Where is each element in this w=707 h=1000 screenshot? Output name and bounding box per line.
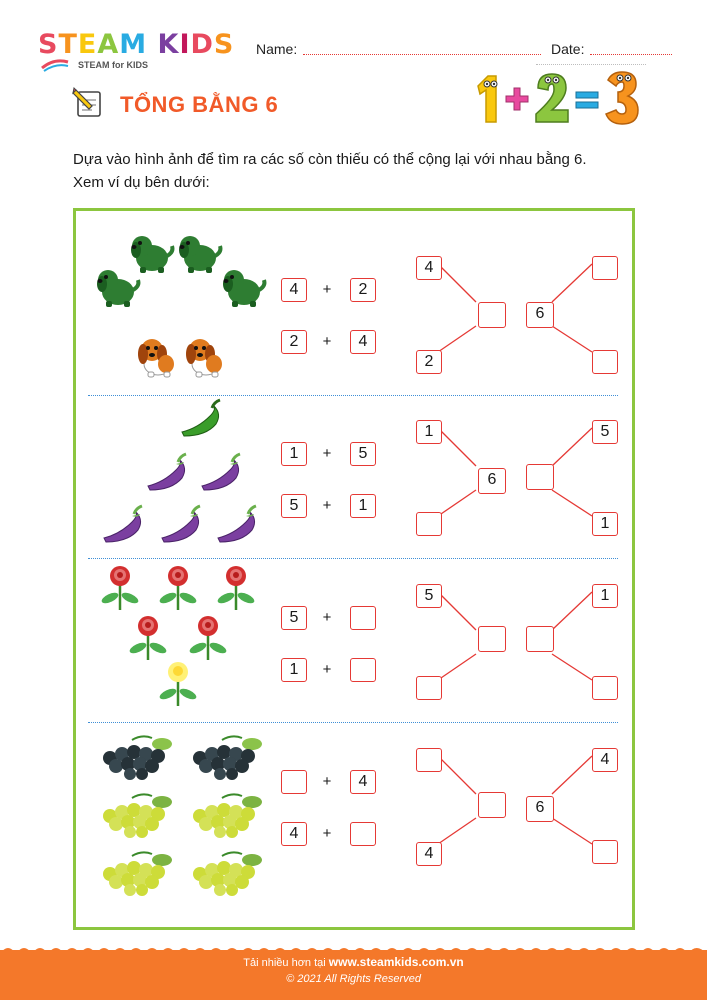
logo-subtitle: STEAM for KIDS <box>78 60 149 70</box>
steam-kids-logo <box>38 28 238 74</box>
right-bond-top[interactable]: 1 <box>592 584 618 608</box>
equation-2-addend-b[interactable]: 4 <box>350 330 376 354</box>
dogs-picture-icon <box>76 228 276 388</box>
right-bond-bottom[interactable]: 1 <box>592 512 618 536</box>
left-bond-bottom[interactable] <box>416 512 442 536</box>
right-bond-top[interactable]: 5 <box>592 420 618 444</box>
green-pepper <box>182 400 220 436</box>
left-bond-center[interactable]: 6 <box>478 468 506 494</box>
equation-1-addend-a[interactable] <box>281 770 307 794</box>
name-label: Name: <box>256 41 298 57</box>
right-bond-bottom[interactable] <box>592 350 618 374</box>
right-bond-center[interactable] <box>526 626 554 652</box>
equation-1-addend-a[interactable]: 4 <box>281 278 307 302</box>
logo-letter: M <box>119 29 148 60</box>
date-label: Date: <box>551 41 585 57</box>
grapes-picture-icon <box>76 720 276 900</box>
pencil-paper-icon <box>72 86 106 120</box>
equation-1-addend-b[interactable]: 2 <box>350 278 376 302</box>
right-bond-center[interactable]: 6 <box>526 796 554 822</box>
number-bond-lines <box>410 392 630 532</box>
left-bond-center[interactable] <box>478 792 506 818</box>
left-bond-top[interactable]: 1 <box>416 420 442 444</box>
flowers-picture-icon <box>76 556 276 716</box>
footer-prefix: Tải nhiều hơn tại <box>243 957 326 969</box>
equation-1-addend-a[interactable]: 5 <box>281 606 307 630</box>
logo-letter: T <box>58 29 78 60</box>
equation-2-addend-b[interactable]: 1 <box>350 494 376 518</box>
equation-1-addend-b[interactable]: 5 <box>350 442 376 466</box>
left-bond-bottom[interactable]: 2 <box>416 350 442 374</box>
right-bond-top[interactable] <box>592 256 618 280</box>
logo-letter: A <box>97 29 120 60</box>
logo-letter: S <box>38 29 59 60</box>
left-bond-top[interactable]: 4 <box>416 256 442 280</box>
right-bond-center[interactable]: 6 <box>526 302 554 328</box>
instruction-line-1: Dựa vào hình ảnh để tìm ra các số còn thiếu có thể cộng lại với nhau bằng 6. <box>73 151 587 168</box>
exercise-row-3 <box>76 556 632 721</box>
logo-swoosh-icon <box>40 58 70 72</box>
plus-sign: + <box>322 825 332 842</box>
logo-letter: I <box>179 29 191 60</box>
footer-copyright: © 2021 All Rights Reserved <box>286 973 421 985</box>
plus-sign: + <box>322 773 332 790</box>
number-bond-lines <box>410 228 630 368</box>
logo-letter <box>147 29 157 60</box>
plus-sign: + <box>322 281 332 298</box>
equation-1-addend-b[interactable] <box>350 606 376 630</box>
footer-download-text <box>0 955 707 969</box>
left-bond-center[interactable] <box>478 302 506 328</box>
equation-2-addend-a[interactable]: 5 <box>281 494 307 518</box>
plus-sign: + <box>322 661 332 678</box>
date-field-line[interactable] <box>590 54 672 55</box>
instruction-line-2: Xem ví dụ bên dưới: <box>73 174 210 191</box>
right-bond-bottom[interactable] <box>592 840 618 864</box>
footer-website-link[interactable]: www.steamkids.com.vn <box>328 955 464 969</box>
equation-2-addend-a[interactable]: 4 <box>281 822 307 846</box>
left-bond-top[interactable] <box>416 748 442 772</box>
logo-letter: E <box>77 29 98 60</box>
logo-letter: D <box>190 29 214 60</box>
left-bond-bottom[interactable]: 4 <box>416 842 442 866</box>
left-bond-bottom[interactable] <box>416 676 442 700</box>
right-bond-bottom[interactable] <box>592 676 618 700</box>
numbers-characters-icon <box>466 66 646 130</box>
number-bond-lines <box>410 556 630 696</box>
plus-sign: + <box>322 333 332 350</box>
equation-2-addend-a[interactable]: 2 <box>281 330 307 354</box>
logo-letter: S <box>213 29 235 60</box>
exercise-row-4 <box>76 720 632 920</box>
page-title: TỔNG BẰNG 6 <box>120 92 279 117</box>
equation-1-addend-a[interactable]: 1 <box>281 442 307 466</box>
right-bond-top[interactable]: 4 <box>592 748 618 772</box>
name-field-line[interactable] <box>303 54 541 55</box>
left-bond-top[interactable]: 5 <box>416 584 442 608</box>
right-bond-center[interactable] <box>526 464 554 490</box>
number-bond-lines <box>410 720 630 860</box>
equation-1-addend-b[interactable]: 4 <box>350 770 376 794</box>
left-bond-center[interactable] <box>478 626 506 652</box>
plus-sign: + <box>322 445 332 462</box>
decorative-dotted-line <box>536 64 646 65</box>
exercise-row-2 <box>76 392 632 557</box>
equation-2-addend-a[interactable]: 1 <box>281 658 307 682</box>
peppers-picture-icon <box>76 392 276 552</box>
plus-sign: + <box>322 497 332 514</box>
logo-title <box>38 28 234 62</box>
instruction-text <box>73 148 673 194</box>
equation-2-addend-b[interactable] <box>350 658 376 682</box>
plus-sign: + <box>322 609 332 626</box>
logo-letter: K <box>157 29 180 60</box>
equation-2-addend-b[interactable] <box>350 822 376 846</box>
exercise-row-1 <box>76 228 632 393</box>
